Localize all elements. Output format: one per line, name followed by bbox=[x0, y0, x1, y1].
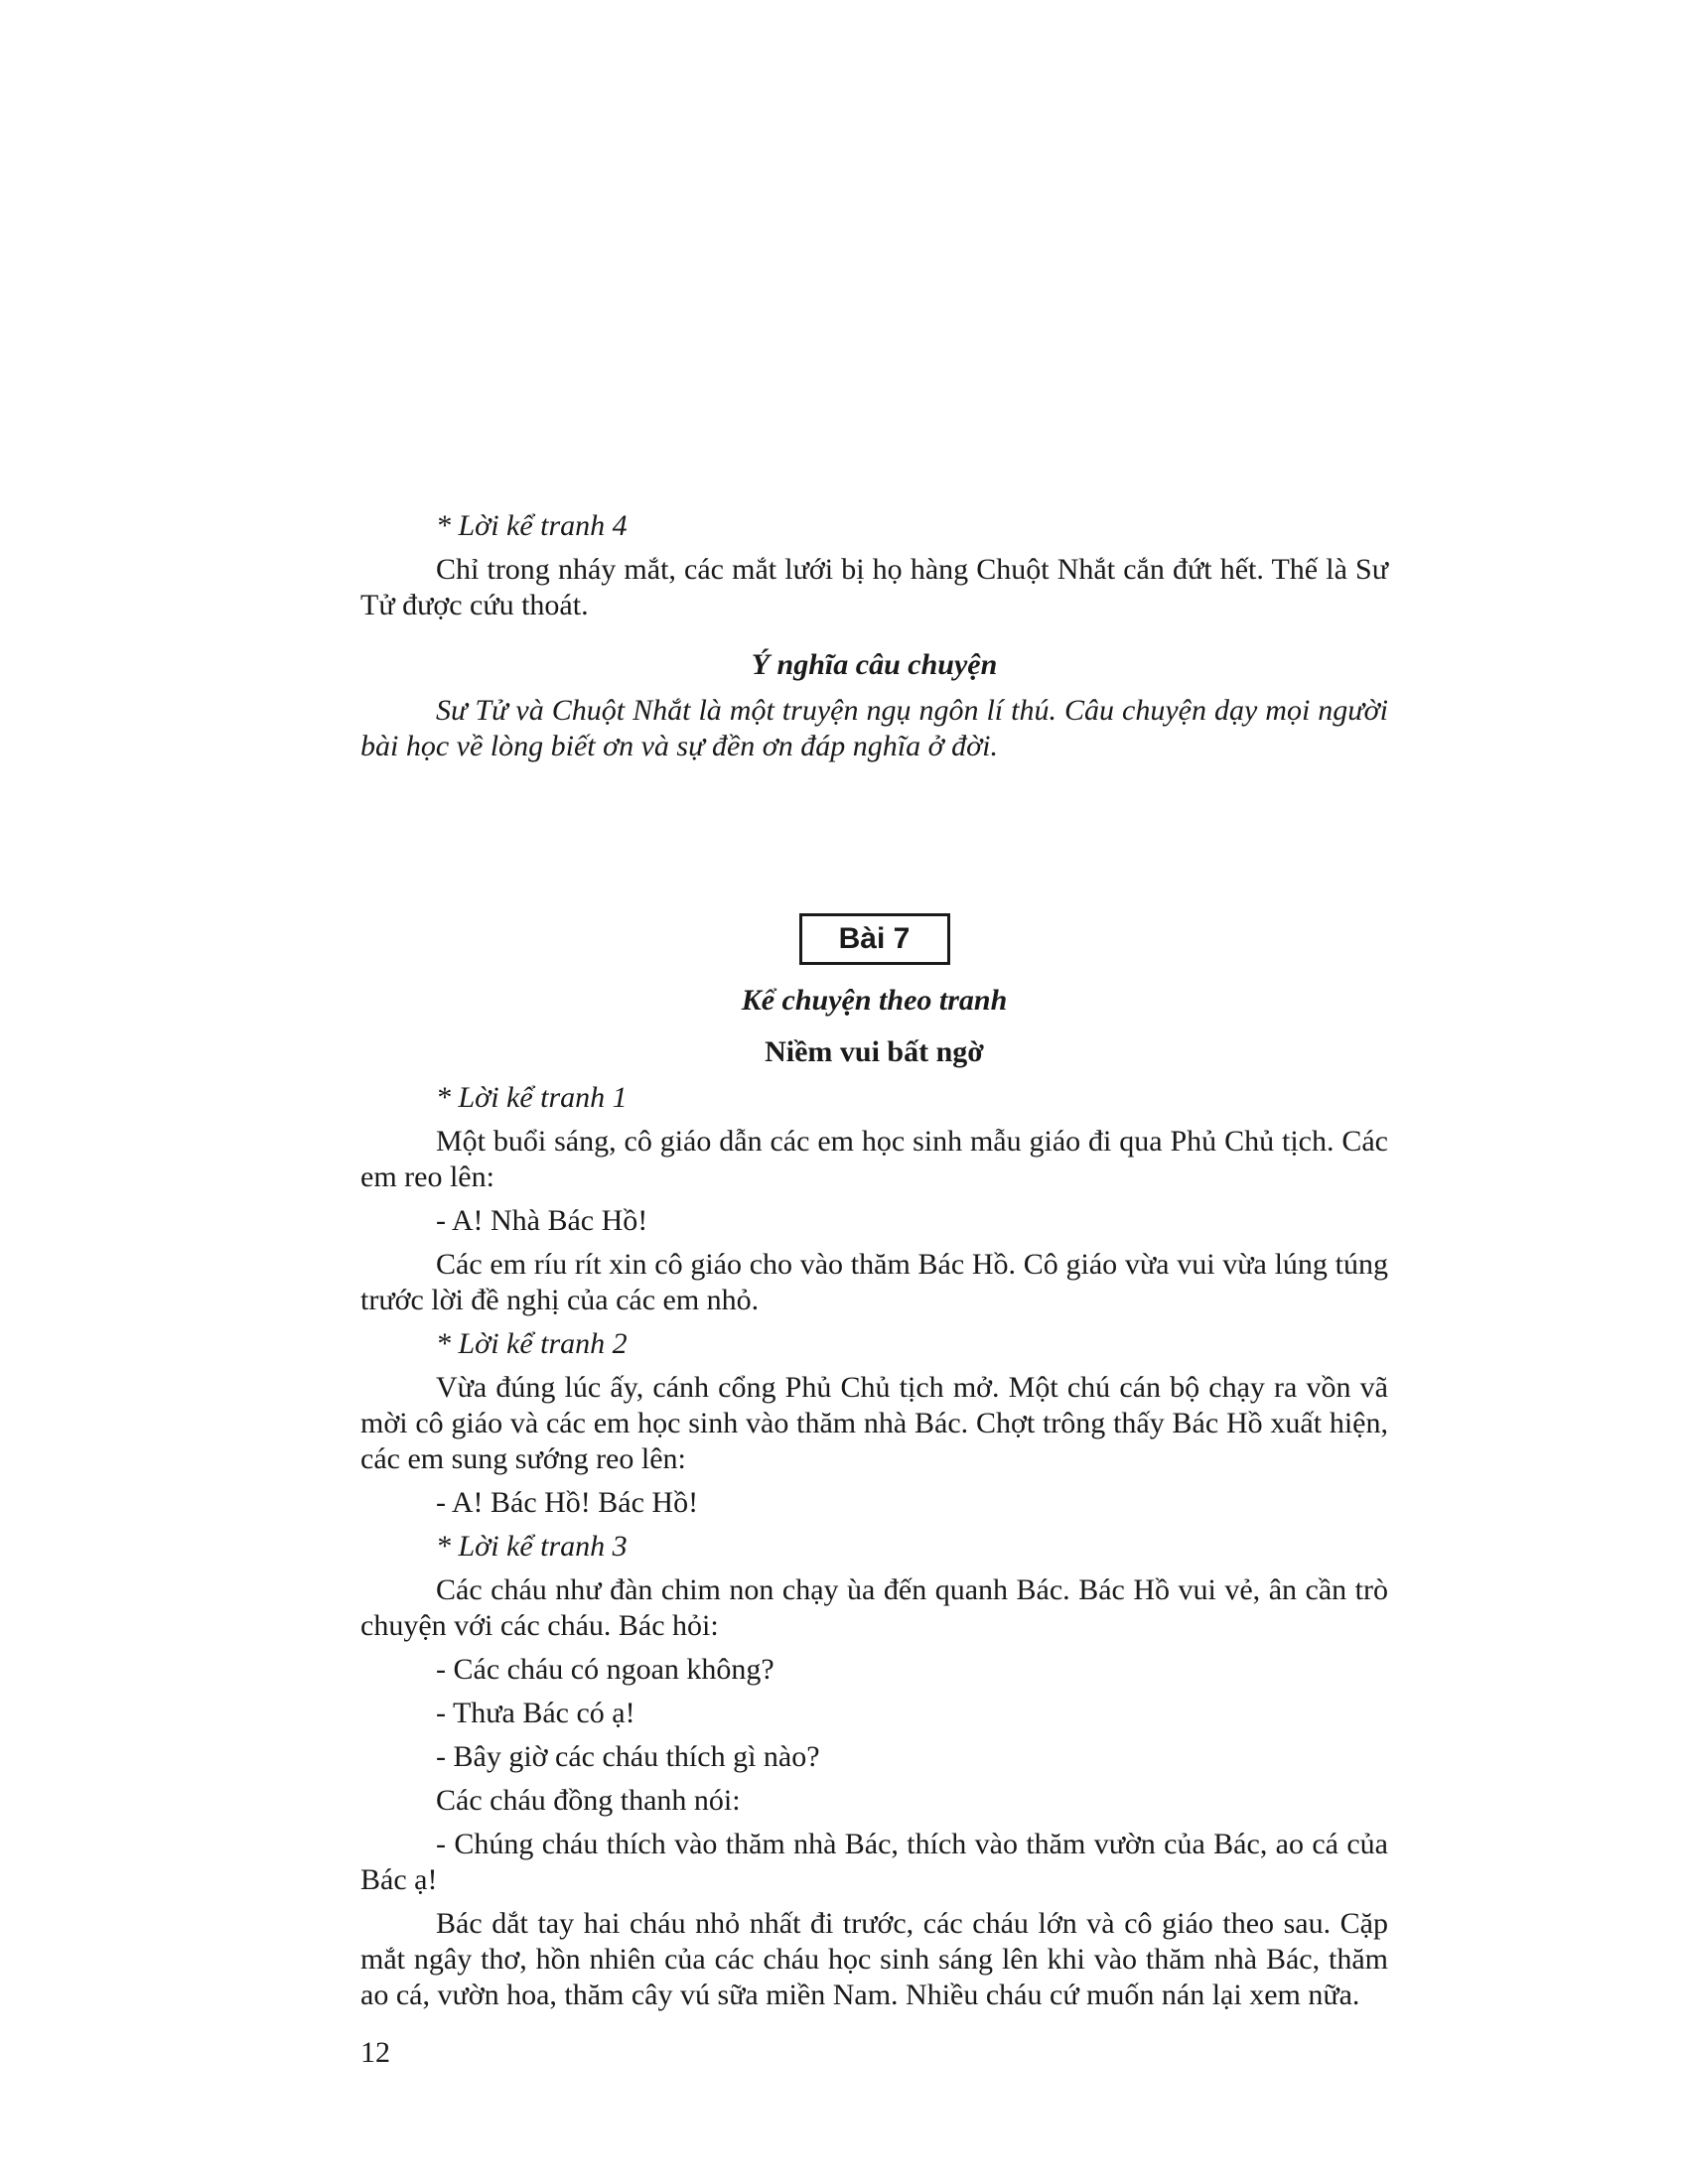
lesson-subtitle: Kể chuyện theo tranh bbox=[741, 984, 1008, 1017]
story-dialogue-2: - A! Bác Hồ! Bác Hồ! bbox=[436, 1486, 699, 1519]
meaning-paragraph: Sư Tử và Chuột Nhắt là một truyện ngụ ngôn lí thú. Câu chuyện dạy mọi người bài học về lòng biết ơn và sự đền ơn đáp nghĩa ở đời. bbox=[360, 694, 1388, 762]
story-paragraph-1: Một buổi sáng, cô giáo dẫn các em học sinh mẫu giáo đi qua Phủ Chủ tịch. Các em reo lên: bbox=[360, 1125, 1388, 1193]
story-dialogue-1: - A! Nhà Bác Hồ! bbox=[436, 1204, 648, 1237]
picture-2-label: * Lời kể tranh 2 bbox=[436, 1327, 628, 1360]
lesson-number-box: Bài 7 bbox=[799, 913, 950, 965]
picture-1-label: * Lời kể tranh 1 bbox=[436, 1081, 628, 1114]
picture-3-label: * Lời kể tranh 3 bbox=[436, 1530, 628, 1563]
story-dialogue-5: - Bây giờ các cháu thích gì nào? bbox=[436, 1740, 820, 1773]
picture-4-paragraph: Chỉ trong nháy mắt, các mắt lưới bị họ hàng Chuột Nhắt cắn đứt hết. Thế là Sư Tử được cứu thoát. bbox=[360, 553, 1388, 621]
story-dialogue-3: - Các cháu có ngoan không? bbox=[436, 1653, 774, 1686]
meaning-title: Ý nghĩa câu chuyện bbox=[751, 648, 998, 681]
story-paragraph-2: Các em ríu rít xin cô giáo cho vào thăm Bác Hồ. Cô giáo vừa vui vừa lúng túng trước lời đề nghị của các em nhỏ. bbox=[360, 1248, 1388, 1316]
story-paragraph-5: Các cháu đồng thanh nói: bbox=[436, 1784, 741, 1817]
page-body bbox=[360, 508, 1388, 2013]
picture-4-label: * Lời kể tranh 4 bbox=[436, 509, 628, 542]
lesson-header bbox=[360, 913, 1388, 965]
page-number: 12 bbox=[360, 2036, 390, 2069]
story-paragraph-6: Bác dắt tay hai cháu nhỏ nhất đi trước, các cháu lớn và cô giáo theo sau. Cặp mắt ngây thơ, hồn nhiên của các cháu học sinh sáng lên khi vào thăm nhà Bác, thăm ao cá, vườn hoa, thăm cây vú sữa miền Nam. Nhiều cháu cứ muốn nán lại xem nữa. bbox=[360, 1907, 1388, 2011]
story-paragraph-4: Các cháu như đàn chim non chạy ùa đến quanh Bác. Bác Hồ vui vẻ, ân cần trò chuyện với các cháu. Bác hỏi: bbox=[360, 1573, 1388, 1642]
story-dialogue-6: - Chúng cháu thích vào thăm nhà Bác, thích vào thăm vườn của Bác, ao cá của Bác ạ! bbox=[360, 1828, 1388, 1896]
story-title: Niềm vui bất ngờ bbox=[765, 1035, 984, 1068]
story-paragraph-3: Vừa đúng lúc ấy, cánh cổng Phủ Chủ tịch mở. Một chú cán bộ chạy ra vồn vã mời cô giáo và các em học sinh vào thăm nhà Bác. Chợt trông thấy Bác Hồ xuất hiện, các em sung sướng reo lên: bbox=[360, 1371, 1388, 1475]
story-dialogue-4: - Thưa Bác có ạ! bbox=[436, 1697, 635, 1729]
